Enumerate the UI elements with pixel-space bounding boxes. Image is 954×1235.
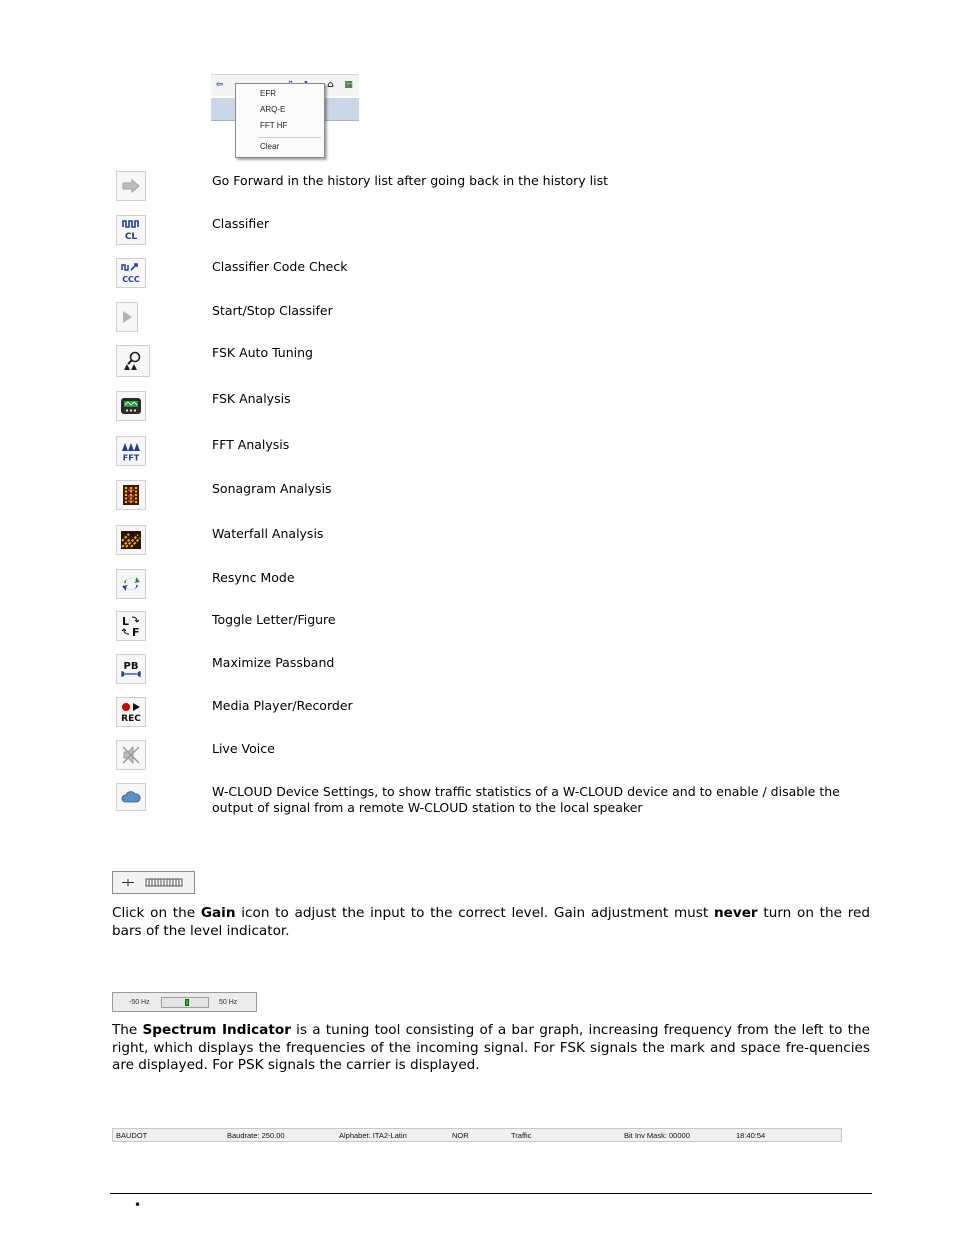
sonagram-icon[interactable] [116, 480, 146, 510]
spectrum-paragraph [112, 1022, 870, 1075]
history-item[interactable]: FFT HF [260, 121, 288, 130]
spectrum-indicator [112, 992, 257, 1012]
letter-icon-label: L [122, 615, 130, 628]
fft-icon-label: FFT [122, 453, 140, 462]
paragraph-text: icon to adjust the input to the correct level. Gain adjustment must [235, 905, 714, 921]
item-description: Go Forward in the history list after going back in the history list [212, 173, 608, 188]
history-item[interactable]: ARQ-E [260, 105, 286, 114]
status-bar [112, 1128, 842, 1142]
menu-separator [258, 137, 321, 138]
bold-term: never [713, 905, 758, 921]
status-baudrate: Baudrate: 250.00 [227, 1131, 285, 1140]
item-description: Sonagram Analysis [212, 481, 332, 496]
rec-icon-label: REC [121, 714, 141, 723]
item-description: Start/Stop Classifer [212, 303, 333, 318]
maximize-passband-icon[interactable] [116, 654, 146, 684]
fsk-analysis-icon[interactable] [116, 391, 146, 421]
spectrum-bar [161, 997, 209, 1008]
classifier-icon[interactable] [116, 215, 146, 245]
item-description: FSK Auto Tuning [212, 345, 313, 360]
item-description: Live Voice [212, 741, 275, 756]
spectrum-signal-marker [185, 999, 189, 1006]
paragraph-text: is a tuning tool consisting of a bar graph, increasing frequency from the left to the right, which displays the frequencies of the incoming signal. For FSK signals the mark and space fre-quencies are displayed. For PSK signals the carrier is displayed. [112, 1022, 870, 1073]
paragraph-text: turn on the red bars of the level indicator. [112, 905, 871, 939]
classifier-code-check-icon[interactable] [116, 258, 146, 288]
play-icon[interactable] [116, 302, 138, 332]
status-alphabet: Alphabet: ITA2-Latin [339, 1131, 407, 1140]
back-arrow-icon[interactable]: ⇦ [215, 80, 224, 90]
gain-control[interactable] [112, 871, 195, 894]
history-dropdown [235, 83, 325, 158]
item-description: Maximize Passband [212, 655, 335, 670]
forward-arrow-icon[interactable] [116, 171, 146, 201]
resync-icon[interactable] [116, 569, 146, 599]
item-description: Classifier Code Check [212, 259, 348, 274]
auto-tuning-small-icon[interactable]: ⌂ [327, 80, 334, 90]
waterfall-icon[interactable] [116, 525, 146, 555]
status-bitmask: Bit Inv Mask: 00000 [624, 1131, 690, 1140]
item-description: W-CLOUD Device Settings, to show traffic statistics of a W-CLOUD device and to enable / disable the output of signal from a remote W-CLOUD station to the local speaker [212, 784, 840, 815]
gain-level-icon [113, 872, 194, 893]
spectrum-right-label: 50 Hz [219, 999, 238, 1006]
gain-paragraph [112, 905, 870, 940]
footer-bullet: • [134, 1198, 142, 1212]
item-description: Resync Mode [212, 570, 295, 585]
history-clear-item[interactable]: Clear [260, 142, 280, 151]
item-description: Waterfall Analysis [212, 526, 324, 541]
live-voice-icon[interactable] [116, 740, 146, 770]
footer-rule [110, 1193, 872, 1194]
status-polarity: NOR [452, 1131, 469, 1140]
bold-term: Spectrum Indicator [142, 1022, 291, 1038]
figure-icon-label: F [132, 626, 140, 638]
fft-analysis-icon[interactable] [116, 436, 146, 466]
bold-term: Gain [200, 905, 236, 921]
item-description: Classifier [212, 216, 270, 231]
classifier-icon-label: CL [124, 232, 138, 241]
passband-icon-label: PB [123, 661, 139, 672]
status-traffic: Traffic [511, 1131, 532, 1140]
fsk-analysis-small-icon[interactable]: ▦ [344, 80, 353, 90]
history-menu-screenshot [211, 74, 359, 158]
fsk-auto-tuning-icon[interactable] [116, 345, 150, 377]
item-description: FFT Analysis [212, 437, 290, 452]
item-description: FSK Analysis [212, 391, 291, 406]
cloud-icon[interactable] [116, 783, 146, 811]
history-item[interactable]: EFR [260, 89, 276, 98]
status-time: 18:40:54 [736, 1131, 766, 1140]
item-description: Toggle Letter/Figure [212, 612, 336, 627]
status-mode: BAUDOT [116, 1131, 148, 1140]
media-recorder-icon[interactable] [116, 697, 146, 727]
paragraph-text: Click on the [112, 905, 201, 921]
item-description: Media Player/Recorder [212, 698, 353, 713]
paragraph-text: The [112, 1022, 143, 1038]
spectrum-left-label: -50 Hz [129, 999, 150, 1006]
letter-figure-icon[interactable] [116, 611, 146, 641]
ccc-icon-label: CCC [122, 275, 140, 284]
